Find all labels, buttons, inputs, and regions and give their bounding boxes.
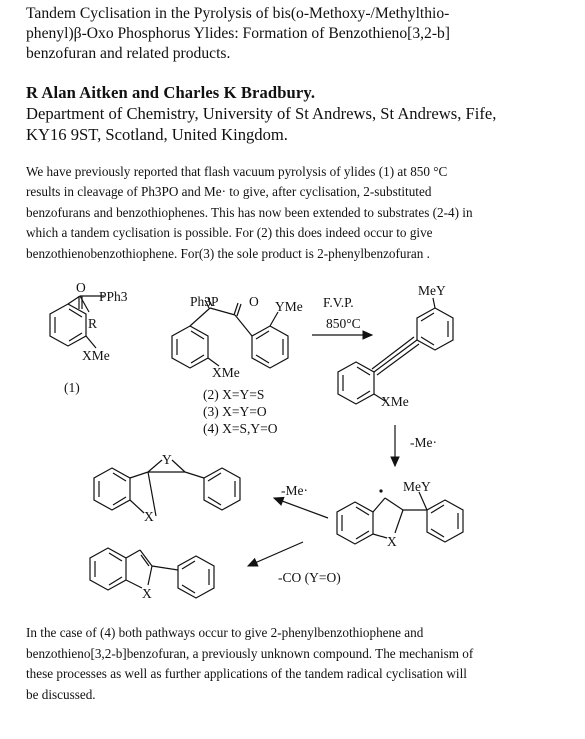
compound-1-label: (1) <box>64 380 80 395</box>
radical-dot <box>379 489 382 492</box>
me-loss-label: -Me· <box>410 435 437 450</box>
x-label: X <box>387 534 397 549</box>
abstract-line: benzofurans and benzothiophenes. This has now been extended to substrates (2-4) in <box>26 204 473 220</box>
yme-label: YMe <box>275 299 303 314</box>
mey-label: MeY <box>418 283 446 298</box>
xme-label: XMe <box>381 394 409 409</box>
affiliation-line: Department of Chemistry, University of St Andrews, St Andrews, Fife, <box>26 104 497 123</box>
closing-line: In the case of (4) both pathways occur to give 2-phenylbenzothiophene and <box>26 625 424 640</box>
affiliation-line: KY16 9ST, Scotland, United Kingdom. <box>26 125 288 144</box>
alkyne-intermediate-structure <box>338 298 453 404</box>
author-list: R Alan Aitken and Charles K Bradbury. <box>26 83 316 102</box>
title-line: phenyl)β-Oxo Phosphorus Ylides: Formation of Benzothieno[3,2-b] <box>26 25 451 42</box>
abstract <box>26 162 556 264</box>
r-group-label: R <box>88 316 98 331</box>
temperature-label: 850°C <box>326 316 361 331</box>
radical-intermediate-structure <box>337 492 463 544</box>
co-loss-arrow <box>248 542 303 566</box>
closing-line: these processes as well as further applications of the tandem radical cyclisation will <box>26 666 467 682</box>
compound-2-label: (2) X=Y=S <box>203 387 265 402</box>
compound-3-label: (3) X=Y=O <box>203 404 267 419</box>
title-line: benzofuran and related products. <box>26 45 231 62</box>
title-line: Tandem Cyclisation in the Pyrolysis of bis(o-Methoxy-/Methylthio- <box>26 5 450 22</box>
x-label: X <box>142 586 152 601</box>
abstract-line: We have previously reported that flash vacuum pyrolysis of ylides (1) at 850 °C <box>26 164 448 179</box>
oxygen-label: O <box>249 294 259 309</box>
x-label: X <box>144 509 154 524</box>
pph3-label: PPh3 <box>99 289 128 304</box>
closing-line: benzothieno[3,2-b]benzofuran, a previously unknown compound. The mechanism of <box>26 645 474 661</box>
paper-title <box>26 4 566 64</box>
mey-label: MeY <box>403 479 431 494</box>
xme-label: XMe <box>212 365 240 380</box>
closing-paragraph <box>26 623 556 705</box>
abstract-line: which a tandem cyclisation is possible. For (2) this does indeed occur to give <box>26 225 433 241</box>
oxygen-label: O <box>76 280 86 295</box>
abstract-line: results in cleavage of Ph3PO and Me· to give, after cyclisation, 2-substituted <box>26 184 432 200</box>
phenylbenzo-product-structure <box>90 548 214 598</box>
abstract-line: benzothienobenzothiophene. For(3) the sole product is 2-phenylbenzofuran . <box>26 245 430 261</box>
reaction-scheme <box>0 280 585 610</box>
affiliation <box>26 103 566 145</box>
ph3p-label: Ph3P <box>190 294 219 309</box>
fused-product-structure <box>94 460 240 516</box>
closing-line: be discussed. <box>26 686 96 702</box>
compound-4-label: (4) X=S,Y=O <box>203 421 278 436</box>
xme-label: XMe <box>82 348 110 363</box>
fvp-label: F.V.P. <box>323 295 354 310</box>
cyclisation-arrow <box>274 498 328 518</box>
me-loss-label: -Me· <box>281 483 308 498</box>
y-label: Y <box>162 452 172 467</box>
co-loss-label: -CO (Y=O) <box>278 570 341 585</box>
